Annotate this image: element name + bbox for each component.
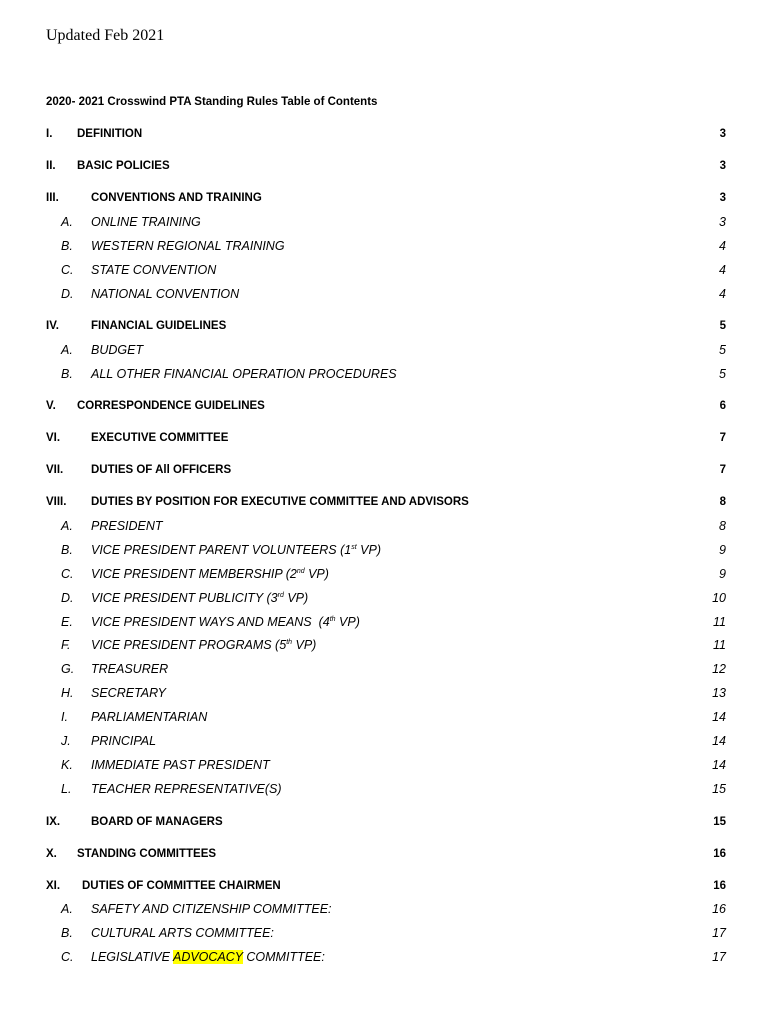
toc-item-past-president[interactable] (0, 758, 770, 776)
toc-label: PRINCIPAL (91, 734, 157, 748)
toc-label: SAFETY AND CITIZENSHIP COMMITTEE: (91, 902, 332, 916)
toc-number: B. (61, 926, 73, 940)
toc-page: 8 (719, 496, 726, 508)
toc-number: D. (61, 287, 74, 301)
toc-section-financial[interactable] (0, 320, 770, 338)
toc-label: PARLIAMENTARIAN (91, 710, 208, 724)
toc-section-standing-committees[interactable] (0, 848, 770, 866)
toc-label: CORRESPONDENCE GUIDELINES (77, 400, 265, 412)
toc-label (91, 615, 360, 629)
toc-number: B. (61, 367, 73, 381)
toc-page: 14 (712, 734, 726, 748)
toc-item-financial-procedures[interactable] (0, 367, 770, 385)
toc-number: I. (46, 128, 53, 140)
toc-number: H. (61, 686, 74, 700)
toc-label: TEACHER REPRESENTATIVE(S) (91, 782, 282, 796)
toc-page: 7 (719, 432, 726, 444)
toc-label: PRESIDENT (91, 519, 163, 533)
toc-label (91, 638, 316, 652)
toc-label: CONVENTIONS AND TRAINING (91, 192, 262, 204)
toc-page: 13 (712, 686, 726, 700)
toc-label: IMMEDIATE PAST PRESIDENT (91, 758, 270, 772)
toc-page: 5 (719, 343, 726, 357)
toc-label: DUTIES BY POSITION FOR EXECUTIVE COMMITTEE AND ADVISORS (91, 496, 469, 508)
toc-label-text: VP) (335, 615, 360, 629)
toc-number: K. (61, 758, 73, 772)
document-title: 2020- 2021 Crosswind PTA Standing Rules Table of Contents (46, 96, 378, 108)
ordinal-suffix: rd (277, 592, 284, 599)
toc-number: VIII. (46, 496, 67, 508)
toc-label-text: VP) (304, 567, 329, 581)
toc-number: B. (61, 239, 73, 253)
toc-label: NATIONAL CONVENTION (91, 287, 240, 301)
toc-label-text: VICE PRESIDENT PARENT VOLUNTEERS (1 (91, 543, 352, 557)
toc-section-basic-policies[interactable] (0, 160, 770, 178)
toc-label-text: VP) (292, 638, 317, 652)
toc-page: 3 (719, 160, 726, 172)
toc-item-state-convention[interactable] (0, 263, 770, 281)
toc-item-vp-publicity[interactable] (0, 591, 770, 609)
toc-item-vp-programs[interactable] (0, 638, 770, 656)
toc-page: 3 (719, 192, 726, 204)
toc-label: FINANCIAL GUIDELINES (91, 320, 227, 332)
toc-page: 6 (719, 400, 726, 412)
toc-number: A. (61, 902, 73, 916)
toc-label (91, 567, 329, 581)
toc-number: F. (61, 638, 71, 652)
toc-label: BOARD OF MANAGERS (91, 816, 223, 828)
toc-page: 9 (719, 543, 726, 557)
toc-label-text: VICE PRESIDENT PUBLICITY (3 (91, 591, 278, 605)
toc-label: SECRETARY (91, 686, 167, 700)
toc-item-western-regional[interactable] (0, 239, 770, 257)
toc-label: BUDGET (91, 343, 144, 357)
toc-page: 11 (713, 615, 726, 629)
toc-page: 7 (719, 464, 726, 476)
highlighted-text: ADVOCACY (172, 950, 243, 964)
toc-section-duties-by-position[interactable] (0, 496, 770, 514)
toc-number: A. (61, 215, 73, 229)
toc-page: 15 (713, 816, 726, 828)
toc-page: 5 (719, 367, 726, 381)
toc-number: C. (61, 263, 74, 277)
toc-page: 8 (719, 519, 726, 533)
ordinal-suffix: st (351, 544, 357, 551)
toc-page: 10 (712, 591, 726, 605)
toc-page: 5 (719, 320, 726, 332)
toc-item-teacher-rep[interactable] (0, 782, 770, 800)
toc-number: A. (61, 343, 73, 357)
toc-item-president[interactable] (0, 519, 770, 537)
toc-number: B. (61, 543, 73, 557)
toc-page: 16 (713, 880, 726, 892)
toc-item-vp-membership[interactable] (0, 567, 770, 585)
toc-number: IV. (46, 320, 60, 332)
toc-item-online-training[interactable] (0, 215, 770, 233)
toc-number: XI. (46, 880, 61, 892)
toc-label-text: COMMITTEE: (242, 950, 325, 964)
toc-label-text: VP) (283, 591, 309, 605)
toc-section-correspondence[interactable] (0, 400, 770, 418)
toc-item-budget[interactable] (0, 343, 770, 361)
toc-page: 14 (712, 758, 726, 772)
toc-page: 4 (719, 287, 726, 301)
toc-number: G. (61, 662, 75, 676)
toc-item-vp-parent-volunteers[interactable] (0, 543, 770, 561)
toc-page: 17 (712, 926, 726, 940)
toc-label: ONLINE TRAINING (91, 215, 201, 229)
toc-number: IX. (46, 816, 61, 828)
toc-page: 11 (713, 638, 726, 652)
toc-page: 14 (712, 710, 726, 724)
toc-label-text: VICE PRESIDENT MEMBERSHIP (2 (91, 567, 297, 581)
toc-item-safety-citizenship[interactable] (0, 902, 770, 920)
toc-item-treasurer[interactable] (0, 662, 770, 680)
toc-number: J. (61, 734, 71, 748)
toc-page: 17 (712, 950, 726, 964)
toc-label: STATE CONVENTION (91, 263, 217, 277)
toc-page: 3 (719, 128, 726, 140)
toc-item-vp-ways-and-means[interactable] (0, 615, 770, 633)
toc-number: A. (61, 519, 73, 533)
toc-number: V. (46, 400, 56, 412)
toc-page: 15 (712, 782, 726, 796)
toc-item-parliamentarian[interactable] (0, 710, 770, 728)
ordinal-suffix: nd (296, 568, 305, 575)
toc-number: II. (46, 160, 56, 172)
toc-number: III. (46, 192, 59, 204)
toc-number: VI. (46, 432, 61, 444)
toc-page: 16 (713, 848, 726, 860)
toc-label-text: LEGISLATIVE (91, 950, 173, 964)
toc-number: C. (61, 567, 74, 581)
toc-section-board-of-managers[interactable] (0, 816, 770, 834)
toc-number: X. (46, 848, 57, 860)
toc-page: 3 (719, 215, 726, 229)
toc-page: 12 (712, 662, 726, 676)
toc-label: STANDING COMMITTEES (77, 848, 217, 860)
toc-label: WESTERN REGIONAL TRAINING (91, 239, 285, 253)
toc-item-national-convention[interactable] (0, 287, 770, 305)
toc-label-text: VICE PRESIDENT WAYS AND MEANS (4 (91, 615, 330, 629)
toc-number: E. (61, 615, 73, 629)
toc-section-definition[interactable] (0, 128, 770, 146)
toc-section-committee-chairmen[interactable] (0, 880, 770, 898)
toc-number: VII. (46, 464, 64, 476)
toc-label: ALL OTHER FINANCIAL OPERATION PROCEDURES (91, 367, 397, 381)
toc-number: L. (61, 782, 72, 796)
toc-label: DUTIES OF COMMITTEE CHAIRMEN (82, 880, 281, 892)
toc-label: EXECUTIVE COMMITTEE (91, 432, 229, 444)
toc-page: 4 (719, 239, 726, 253)
toc-label: DEFINITION (77, 128, 143, 140)
toc-page: 4 (719, 263, 726, 277)
toc-label: BASIC POLICIES (77, 160, 170, 172)
toc-label (91, 950, 325, 964)
toc-label: CULTURAL ARTS COMMITTEE: (91, 926, 274, 940)
toc-page: 16 (712, 902, 726, 916)
toc-item-legislative-advocacy[interactable] (0, 950, 770, 968)
ordinal-suffix: th (286, 639, 293, 646)
ordinal-suffix: th (329, 616, 336, 623)
toc-section-conventions[interactable] (0, 192, 770, 210)
toc-item-principal[interactable] (0, 734, 770, 752)
toc-label (91, 591, 308, 605)
toc-section-executive-committee[interactable] (0, 432, 770, 450)
toc-label-text: VP) (356, 543, 382, 557)
toc-page: 9 (719, 567, 726, 581)
toc-number: I. (61, 710, 68, 724)
toc-item-cultural-arts[interactable] (0, 926, 770, 944)
toc-label: TREASURER (91, 662, 169, 676)
updated-date: Updated Feb 2021 (46, 27, 165, 44)
toc-number: C. (61, 950, 74, 964)
toc-item-secretary[interactable] (0, 686, 770, 704)
toc-label-text: VICE PRESIDENT PROGRAMS (5 (91, 638, 287, 652)
toc-number: D. (61, 591, 74, 605)
toc-section-duties-officers[interactable] (0, 464, 770, 482)
toc-label: DUTIES OF All OFFICERS (91, 464, 232, 476)
toc-label (91, 543, 381, 557)
